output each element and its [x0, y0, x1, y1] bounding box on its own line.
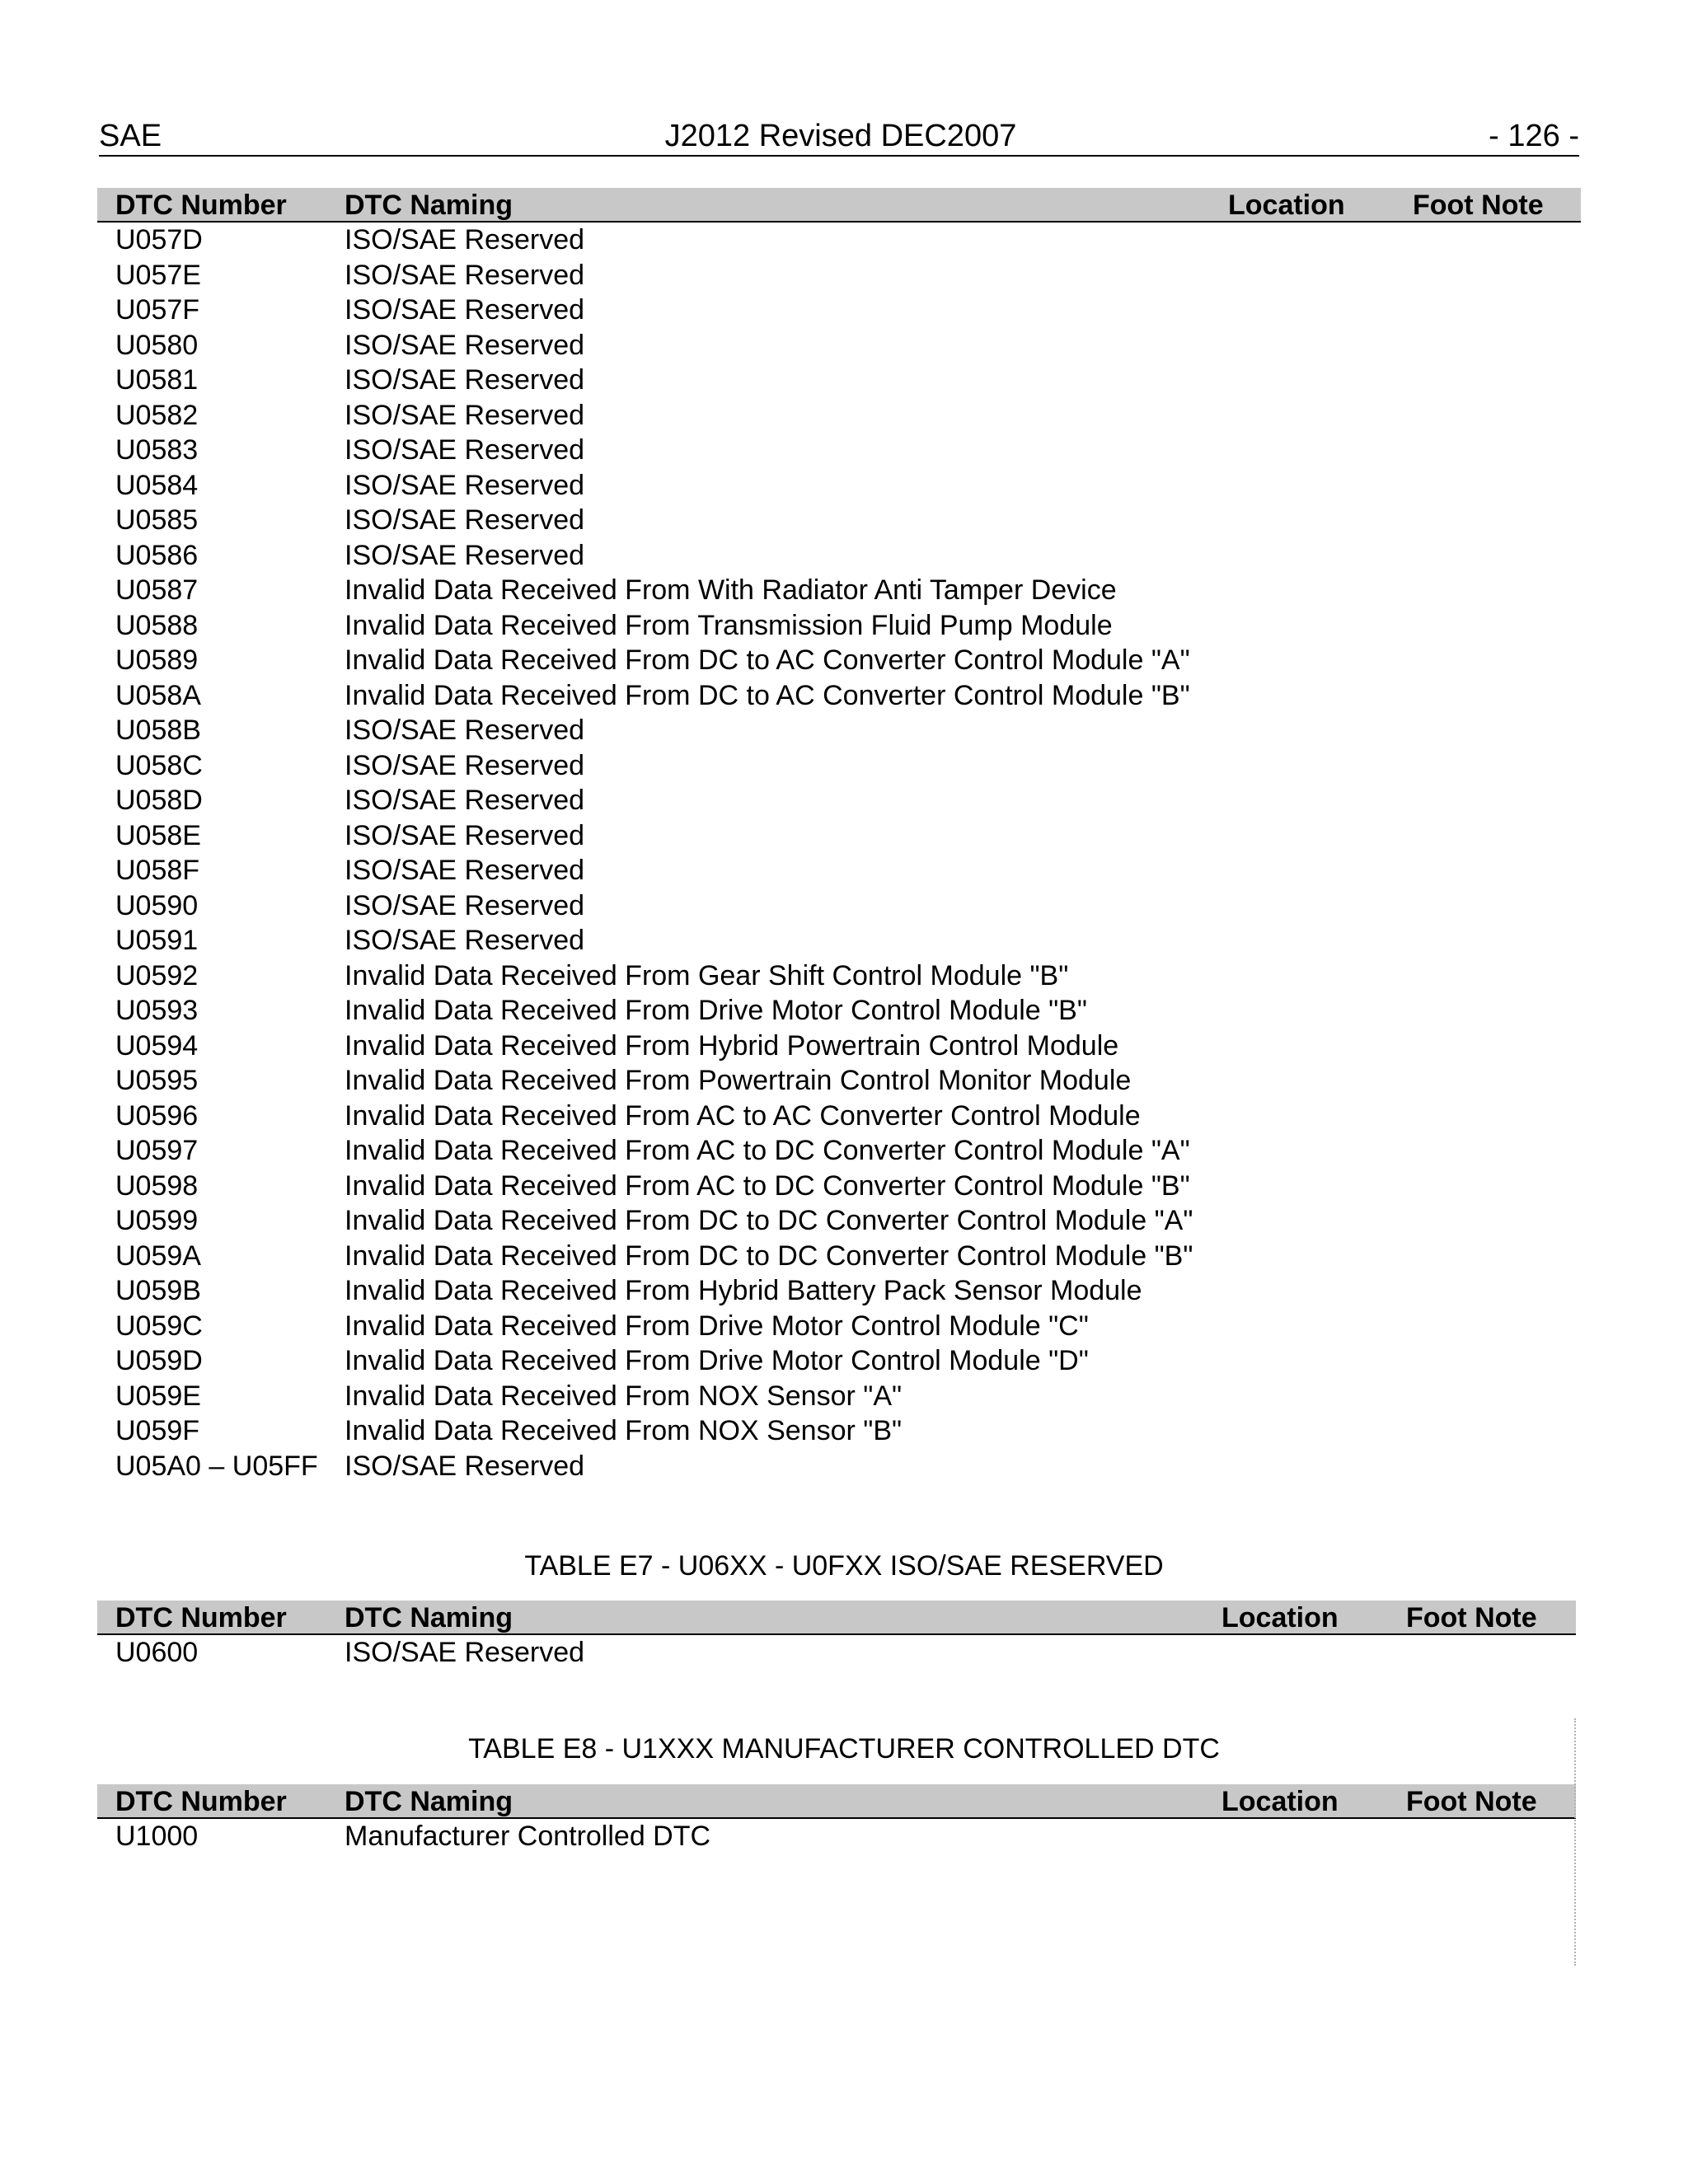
table-row: [97, 993, 1581, 1029]
dtc-number-cell: U058C: [115, 749, 203, 781]
dtc-number-cell: U0598: [115, 1169, 199, 1202]
dtc-naming-cell: ISO/SAE Reserved: [345, 855, 585, 886]
dtc-number-cell: U059F: [115, 1415, 200, 1446]
dtc-number-cell: U0585: [115, 504, 199, 536]
dtc-number-cell: U0587: [115, 574, 199, 606]
table-e7-caption: TABLE E7 - U06XX - U0FXX ISO/SAE RESERVED: [524, 1550, 1164, 1582]
dtc-naming-cell: ISO/SAE Reserved: [345, 539, 585, 571]
table-row: [97, 1169, 1581, 1204]
table-row: [97, 223, 1581, 258]
table-header-row: [97, 1601, 1576, 1635]
table-row: [97, 713, 1581, 748]
column-header-foot-note: Foot Note: [1406, 1602, 1537, 1633]
dtc-naming-cell: Invalid Data Received From AC to DC Converter Control Module "B": [345, 1169, 1190, 1202]
table-row: [97, 1063, 1581, 1099]
table-row: [97, 258, 1581, 293]
dtc-table-e8: [97, 1784, 1576, 1854]
column-header-location: Location: [1228, 190, 1345, 221]
dtc-naming-cell: ISO/SAE Reserved: [345, 364, 585, 396]
dtc-naming-cell: ISO/SAE Reserved: [345, 434, 585, 466]
column-header-foot-note: Foot Note: [1406, 1786, 1537, 1817]
dtc-number-cell: U0597: [115, 1135, 199, 1166]
table-row: [97, 1203, 1581, 1239]
dtc-naming-cell: Invalid Data Received From NOX Sensor "A": [345, 1380, 903, 1412]
table-row: [97, 573, 1581, 608]
dtc-naming-cell: ISO/SAE Reserved: [345, 469, 585, 501]
table-row: [97, 923, 1581, 958]
dtc-naming-cell: Invalid Data Received From DC to DC Converter Control Module "B": [345, 1240, 1193, 1272]
column-header-dtc-naming: DTC Naming: [345, 190, 513, 221]
dtc-number-cell: U0588: [115, 609, 199, 641]
table-row: [97, 818, 1581, 854]
page-header: [99, 117, 1579, 157]
table-row: [97, 1343, 1581, 1379]
table-row: [97, 853, 1581, 888]
dtc-naming-cell: Invalid Data Received From Drive Motor Control Module "B": [345, 995, 1087, 1026]
dtc-number-cell: U058E: [115, 819, 201, 851]
dtc-naming-cell: ISO/SAE Reserved: [345, 1637, 585, 1668]
table-row: [97, 1413, 1581, 1449]
table-e8-caption: TABLE E8 - U1XXX MANUFACTURER CONTROLLED DTC: [468, 1733, 1220, 1765]
table-row: [97, 328, 1581, 363]
table-row: [97, 1029, 1581, 1064]
dtc-number-cell: U059B: [115, 1275, 201, 1306]
dtc-naming-cell: Invalid Data Received From Transmission Fluid Pump Module: [345, 609, 1113, 641]
dtc-naming-cell: Invalid Data Received From With Radiator Anti Tamper Device: [345, 574, 1117, 606]
dtc-number-cell: U0586: [115, 539, 199, 571]
dtc-number-cell: U1000: [115, 1821, 199, 1852]
dtc-number-cell: U059D: [115, 1345, 203, 1376]
dtc-number-cell: U057F: [115, 294, 200, 326]
column-header-location: Location: [1221, 1602, 1339, 1633]
header-org: SAE: [99, 119, 162, 153]
table-row: [97, 1309, 1581, 1344]
dtc-number-cell: U0592: [115, 959, 199, 991]
dtc-table-main: [97, 188, 1581, 1483]
dtc-naming-cell: Invalid Data Received From NOX Sensor "B": [345, 1415, 903, 1446]
table-row: [97, 748, 1581, 784]
column-header-location: Location: [1221, 1786, 1339, 1817]
dtc-naming-cell: Invalid Data Received From Drive Motor Control Module "D": [345, 1345, 1089, 1376]
dtc-naming-cell: ISO/SAE Reserved: [345, 329, 585, 361]
dtc-naming-cell: Invalid Data Received From Drive Motor Control Module "C": [345, 1310, 1089, 1342]
dtc-naming-cell: Invalid Data Received From AC to AC Converter Control Module: [345, 1099, 1141, 1132]
dtc-naming-cell: ISO/SAE Reserved: [345, 785, 585, 816]
dtc-naming-cell: Invalid Data Received From DC to AC Converter Control Module "B": [345, 679, 1190, 711]
column-header-dtc-number: DTC Number: [115, 1786, 287, 1817]
dtc-number-cell: U0580: [115, 329, 199, 361]
table-row: [97, 608, 1581, 644]
dtc-naming-cell: ISO/SAE Reserved: [345, 1450, 585, 1482]
dtc-number-cell: U0595: [115, 1065, 199, 1096]
dtc-number-cell: U0590: [115, 889, 199, 921]
dtc-number-cell: U058B: [115, 715, 201, 746]
table-body: [97, 223, 1581, 1483]
dtc-table-e7: [97, 1601, 1576, 1671]
table-row: [97, 958, 1581, 994]
dtc-number-cell: U0593: [115, 995, 199, 1026]
dtc-number-cell: U059C: [115, 1310, 203, 1342]
dtc-naming-cell: Invalid Data Received From Gear Shift Control Module "B": [345, 959, 1069, 991]
table-row: [97, 503, 1581, 538]
column-header-foot-note: Foot Note: [1413, 190, 1544, 221]
table-row: [97, 1133, 1581, 1169]
dtc-naming-cell: ISO/SAE Reserved: [345, 399, 585, 431]
table-row: [97, 678, 1581, 714]
table-row: [97, 1449, 1581, 1484]
dtc-naming-cell: Invalid Data Received From Hybrid Battery Pack Sensor Module: [345, 1275, 1142, 1306]
dtc-naming-cell: Invalid Data Received From Powertrain Control Monitor Module: [345, 1065, 1132, 1096]
table-row: [97, 433, 1581, 468]
table-row: [97, 398, 1581, 434]
table-row: [97, 363, 1581, 398]
table-row: [97, 538, 1581, 574]
dtc-number-cell: U0596: [115, 1099, 199, 1132]
table-row: [97, 468, 1581, 504]
dtc-number-cell: U0599: [115, 1205, 199, 1236]
table-row: [97, 1819, 1576, 1854]
dtc-number-cell: U0582: [115, 399, 199, 431]
dtc-number-cell: U0600: [115, 1637, 199, 1668]
table-row: [97, 1099, 1581, 1134]
header-page-number: - 126 -: [1489, 119, 1579, 153]
dtc-naming-cell: Invalid Data Received From DC to AC Converter Control Module "A": [345, 644, 1190, 676]
table-body: [97, 1819, 1576, 1854]
dtc-naming-cell: Invalid Data Received From DC to DC Converter Control Module "A": [345, 1205, 1193, 1236]
dtc-naming-cell: Invalid Data Received From Hybrid Powertrain Control Module: [345, 1029, 1119, 1062]
dtc-naming-cell: ISO/SAE Reserved: [345, 715, 585, 746]
dtc-naming-cell: ISO/SAE Reserved: [345, 294, 585, 326]
dtc-number-cell: U0589: [115, 644, 199, 676]
dtc-number-cell: U058A: [115, 679, 201, 711]
dtc-naming-cell: ISO/SAE Reserved: [345, 504, 585, 536]
column-header-dtc-naming: DTC Naming: [345, 1602, 513, 1633]
table-row: [97, 1635, 1576, 1671]
dtc-number-cell: U0581: [115, 364, 199, 396]
dtc-number-cell: U057D: [115, 224, 203, 255]
dtc-number-cell: U058D: [115, 785, 203, 816]
dtc-number-cell: U0591: [115, 925, 199, 956]
column-header-dtc-number: DTC Number: [115, 190, 287, 221]
table-row: [97, 1239, 1581, 1274]
table-row: [97, 1273, 1581, 1309]
scan-edge-marks: [1574, 1718, 1579, 1966]
dtc-number-cell: U058F: [115, 855, 200, 886]
header-document-id: J2012 Revised DEC2007: [664, 119, 1017, 153]
column-header-dtc-number: DTC Number: [115, 1602, 287, 1633]
table-header-row: [97, 188, 1581, 223]
table-row: [97, 293, 1581, 328]
dtc-naming-cell: ISO/SAE Reserved: [345, 224, 585, 255]
dtc-number-cell: U057E: [115, 259, 201, 291]
table-body: [97, 1635, 1576, 1671]
table-header-row: [97, 1784, 1576, 1819]
dtc-number-cell: U0584: [115, 469, 199, 501]
table-row: [97, 1379, 1581, 1414]
dtc-number-cell: U0583: [115, 434, 199, 466]
table-row: [97, 783, 1581, 818]
column-header-dtc-naming: DTC Naming: [345, 1786, 513, 1817]
dtc-number-cell: U0594: [115, 1029, 199, 1062]
dtc-naming-cell: Invalid Data Received From AC to DC Converter Control Module "A": [345, 1135, 1190, 1166]
dtc-naming-cell: ISO/SAE Reserved: [345, 925, 585, 956]
dtc-naming-cell: ISO/SAE Reserved: [345, 259, 585, 291]
dtc-naming-cell: ISO/SAE Reserved: [345, 819, 585, 851]
table-row: [97, 888, 1581, 924]
dtc-number-cell: U05A0 – U05FF: [115, 1450, 318, 1482]
dtc-naming-cell: Manufacturer Controlled DTC: [345, 1821, 711, 1852]
dtc-naming-cell: ISO/SAE Reserved: [345, 889, 585, 921]
dtc-number-cell: U059E: [115, 1380, 201, 1412]
dtc-naming-cell: ISO/SAE Reserved: [345, 749, 585, 781]
dtc-number-cell: U059A: [115, 1240, 201, 1272]
table-row: [97, 643, 1581, 678]
